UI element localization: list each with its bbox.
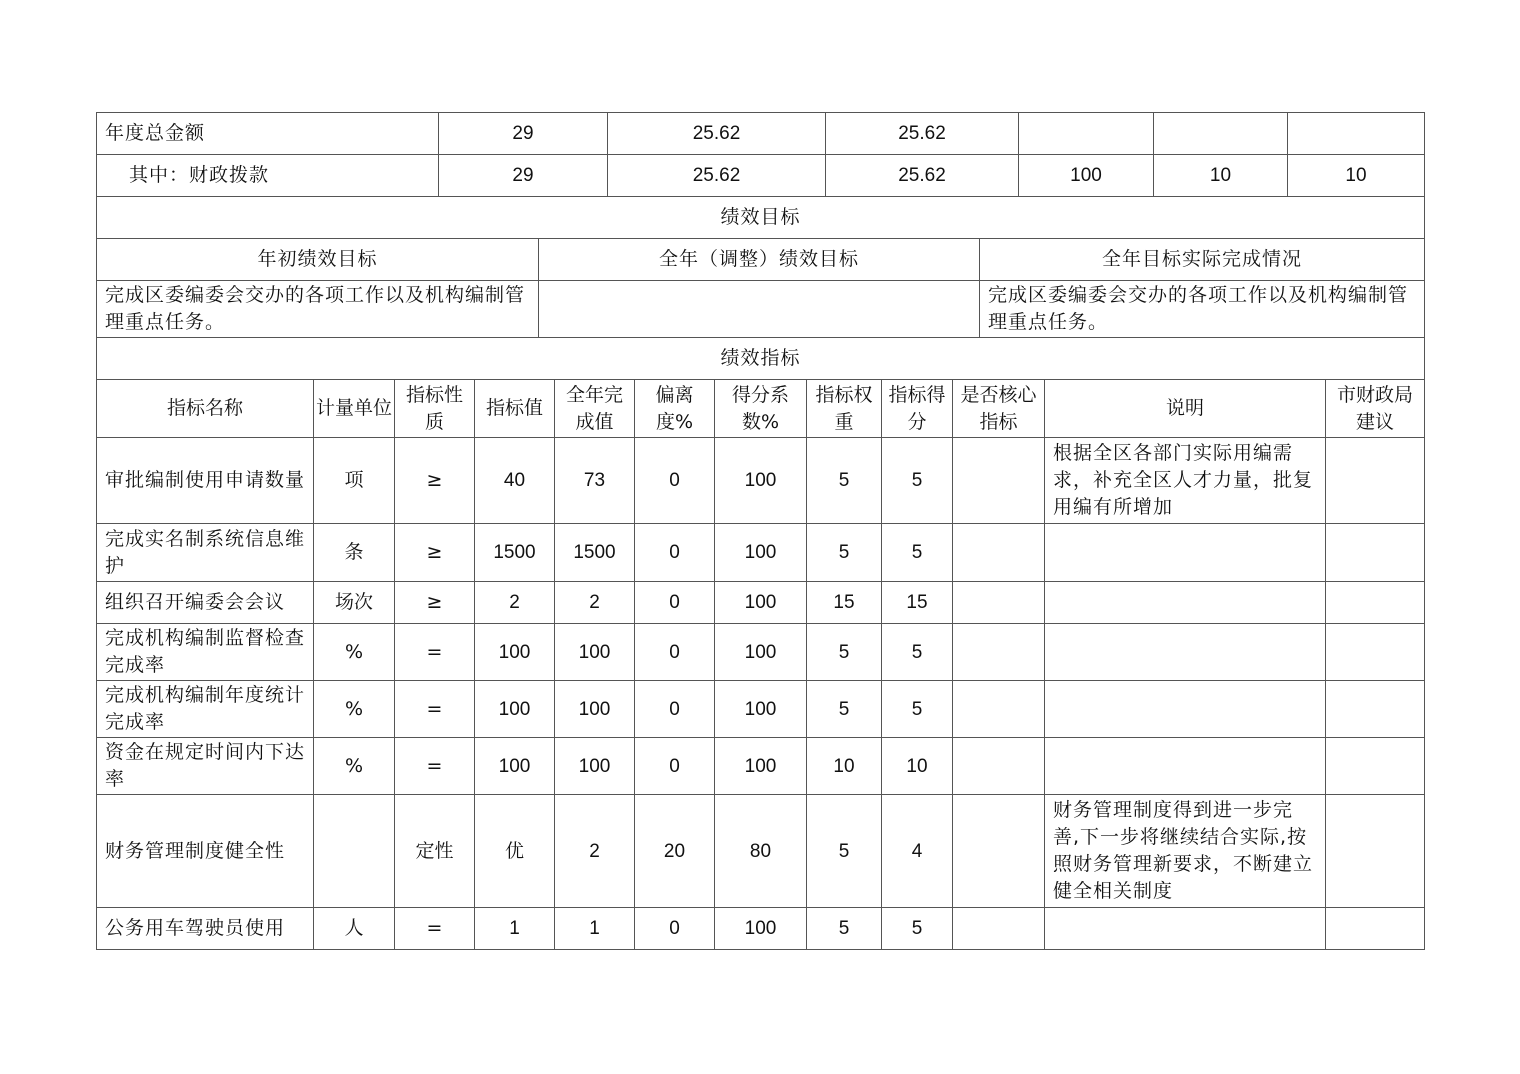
indicator-core-cell — [953, 908, 1045, 950]
indicator-weight-cell: 5 — [807, 908, 882, 950]
indicator-name-cell: 完成机构编制监督检查完成率 — [97, 624, 314, 681]
indicator-unit-cell — [314, 795, 395, 908]
indicator-name-cell: 审批编制使用申请数量 — [97, 438, 314, 524]
indicator-advice-cell — [1326, 438, 1425, 524]
indicator-nature-cell: ≥ — [395, 582, 475, 624]
indicator-name-cell: 完成实名制系统信息维护 — [97, 524, 314, 582]
indicator-core-cell — [953, 738, 1045, 795]
col-unit-header: 计量单位 — [314, 380, 395, 438]
indicator-row — [97, 738, 1425, 795]
indicators-table — [96, 379, 1425, 950]
indicator-core-cell — [953, 624, 1045, 681]
indicator-target-cell: 1500 — [475, 524, 555, 582]
indicator-score-cell: 5 — [882, 908, 953, 950]
indicator-unit-cell: 条 — [314, 524, 395, 582]
budget-total-label: 年度总金额 — [97, 113, 439, 155]
indicator-deviation-cell: 0 — [635, 624, 715, 681]
indicator-unit-cell: 场次 — [314, 582, 395, 624]
indicator-nature-cell: ≥ — [395, 524, 475, 582]
col-coef-header: 得分系数% — [715, 380, 807, 438]
indicator-coef-cell: 100 — [715, 438, 807, 524]
indicator-coef-cell: 100 — [715, 582, 807, 624]
indicator-advice-cell — [1326, 738, 1425, 795]
indicator-note-cell — [1045, 624, 1326, 681]
indicator-coef-cell: 80 — [715, 795, 807, 908]
indicator-nature-cell: = — [395, 624, 475, 681]
budget-total-v6 — [1288, 113, 1425, 155]
indicator-row — [97, 524, 1425, 582]
indicator-actual-cell: 2 — [555, 795, 635, 908]
indicators-section-title: 绩效指标 — [97, 338, 1425, 380]
indicator-nature-cell: = — [395, 681, 475, 738]
indicator-name-cell: 财务管理制度健全性 — [97, 795, 314, 908]
indicator-advice-cell — [1326, 582, 1425, 624]
indicator-weight-cell: 5 — [807, 438, 882, 524]
budget-fiscal-v3: 25.62 — [826, 155, 1019, 197]
col-score-header: 指标得分 — [882, 380, 953, 438]
indicator-coef-cell: 100 — [715, 524, 807, 582]
indicator-name-cell: 完成机构编制年度统计完成率 — [97, 681, 314, 738]
indicator-score-cell: 5 — [882, 438, 953, 524]
actual-goal-header: 全年目标实际完成情况 — [980, 239, 1425, 281]
indicator-score-cell: 15 — [882, 582, 953, 624]
indicator-target-cell: 优 — [475, 795, 555, 908]
indicator-score-cell: 10 — [882, 738, 953, 795]
indicator-advice-cell — [1326, 624, 1425, 681]
budget-fiscal-v6: 10 — [1288, 155, 1425, 197]
indicator-coef-cell: 100 — [715, 738, 807, 795]
budget-total-v4 — [1019, 113, 1154, 155]
indicator-deviation-cell: 0 — [635, 582, 715, 624]
indicator-unit-cell: 项 — [314, 438, 395, 524]
indicator-actual-cell: 2 — [555, 582, 635, 624]
indicator-advice-cell — [1326, 795, 1425, 908]
indicator-note-cell — [1045, 524, 1326, 582]
col-actual-header: 全年完成值 — [555, 380, 635, 438]
indicators-header-row — [97, 380, 1425, 438]
indicator-note-cell — [1045, 582, 1326, 624]
indicator-core-cell — [953, 681, 1045, 738]
indicator-row — [97, 624, 1425, 681]
indicator-actual-cell: 100 — [555, 738, 635, 795]
indicator-actual-cell: 100 — [555, 681, 635, 738]
indicator-weight-cell: 5 — [807, 624, 882, 681]
indicator-note-cell: 财务管理制度得到进一步完善,下一步将继续结合实际,按照财务管理新要求，不断建立健全相关制度 — [1045, 795, 1326, 908]
indicator-nature-cell: 定性 — [395, 795, 475, 908]
indicator-advice-cell — [1326, 524, 1425, 582]
indicator-unit-cell: % — [314, 624, 395, 681]
indicator-note-cell — [1045, 738, 1326, 795]
indicator-deviation-cell: 0 — [635, 438, 715, 524]
initial-goal-header: 年初绩效目标 — [97, 239, 539, 281]
budget-total-v5 — [1154, 113, 1288, 155]
indicator-name-cell: 资金在规定时间内下达率 — [97, 738, 314, 795]
indicator-score-cell: 4 — [882, 795, 953, 908]
col-advice-header: 市财政局建议 — [1326, 380, 1425, 438]
indicator-weight-cell: 15 — [807, 582, 882, 624]
indicator-target-cell: 1 — [475, 908, 555, 950]
budget-total-v3: 25.62 — [826, 113, 1019, 155]
indicator-core-cell — [953, 582, 1045, 624]
goals-section-title: 绩效目标 — [97, 197, 1425, 239]
indicator-target-cell: 40 — [475, 438, 555, 524]
indicator-coef-cell: 100 — [715, 908, 807, 950]
indicator-unit-cell: % — [314, 681, 395, 738]
indicator-actual-cell: 1500 — [555, 524, 635, 582]
indicator-score-cell: 5 — [882, 624, 953, 681]
indicator-deviation-cell: 0 — [635, 738, 715, 795]
indicator-coef-cell: 100 — [715, 681, 807, 738]
indicator-weight-cell: 5 — [807, 681, 882, 738]
indicator-advice-cell — [1326, 908, 1425, 950]
budget-total-v1: 29 — [439, 113, 608, 155]
col-nature-header: 指标性质 — [395, 380, 475, 438]
indicator-row — [97, 908, 1425, 950]
indicator-unit-cell: % — [314, 738, 395, 795]
col-core-header: 是否核心指标 — [953, 380, 1045, 438]
indicator-score-cell: 5 — [882, 524, 953, 582]
budget-fiscal-v4: 100 — [1019, 155, 1154, 197]
initial-goal-text: 完成区委编委会交办的各项工作以及机构编制管理重点任务。 — [97, 281, 539, 338]
indicator-deviation-cell: 20 — [635, 795, 715, 908]
performance-report-page — [96, 112, 1424, 950]
actual-goal-text: 完成区委编委会交办的各项工作以及机构编制管理重点任务。 — [980, 281, 1425, 338]
budget-fiscal-v1: 29 — [439, 155, 608, 197]
indicator-deviation-cell: 0 — [635, 524, 715, 582]
adjusted-goal-text — [539, 281, 980, 338]
indicator-note-cell — [1045, 681, 1326, 738]
indicator-note-cell: 根据全区各部门实际用编需求，补充全区人才力量，批复用编有所增加 — [1045, 438, 1326, 524]
col-name-header: 指标名称 — [97, 380, 314, 438]
budget-fiscal-v2: 25.62 — [608, 155, 826, 197]
col-weight-header: 指标权重 — [807, 380, 882, 438]
budget-row-total — [97, 113, 1425, 155]
indicator-note-cell — [1045, 908, 1326, 950]
indicator-advice-cell — [1326, 681, 1425, 738]
indicator-coef-cell: 100 — [715, 624, 807, 681]
indicator-row — [97, 438, 1425, 524]
indicator-target-cell: 100 — [475, 681, 555, 738]
indicator-target-cell: 2 — [475, 582, 555, 624]
indicator-actual-cell: 100 — [555, 624, 635, 681]
indicator-weight-cell: 5 — [807, 524, 882, 582]
col-deviation-header: 偏离度% — [635, 380, 715, 438]
indicator-core-cell — [953, 438, 1045, 524]
budget-table — [96, 112, 1425, 197]
col-note-header: 说明 — [1045, 380, 1326, 438]
indicator-core-cell — [953, 524, 1045, 582]
indicator-actual-cell: 1 — [555, 908, 635, 950]
indicator-row — [97, 582, 1425, 624]
indicator-target-cell: 100 — [475, 624, 555, 681]
indicator-nature-cell: = — [395, 738, 475, 795]
indicator-actual-cell: 73 — [555, 438, 635, 524]
indicator-unit-cell: 人 — [314, 908, 395, 950]
indicator-core-cell — [953, 795, 1045, 908]
indicator-rows — [97, 438, 1425, 950]
adjusted-goal-header: 全年（调整）绩效目标 — [539, 239, 980, 281]
indicator-deviation-cell: 0 — [635, 681, 715, 738]
indicator-row — [97, 681, 1425, 738]
budget-total-v2: 25.62 — [608, 113, 826, 155]
indicator-weight-cell: 5 — [807, 795, 882, 908]
budget-fiscal-label: 其中：财政拨款 — [97, 155, 439, 197]
budget-fiscal-v5: 10 — [1154, 155, 1288, 197]
indicator-row — [97, 795, 1425, 908]
budget-row-fiscal — [97, 155, 1425, 197]
indicator-deviation-cell: 0 — [635, 908, 715, 950]
indicator-score-cell: 5 — [882, 681, 953, 738]
indicator-target-cell: 100 — [475, 738, 555, 795]
goals-table — [96, 196, 1425, 380]
indicator-weight-cell: 10 — [807, 738, 882, 795]
indicator-nature-cell: = — [395, 908, 475, 950]
indicator-name-cell: 组织召开编委会会议 — [97, 582, 314, 624]
indicator-name-cell: 公务用车驾驶员使用 — [97, 908, 314, 950]
indicator-nature-cell: ≥ — [395, 438, 475, 524]
col-target-header: 指标值 — [475, 380, 555, 438]
